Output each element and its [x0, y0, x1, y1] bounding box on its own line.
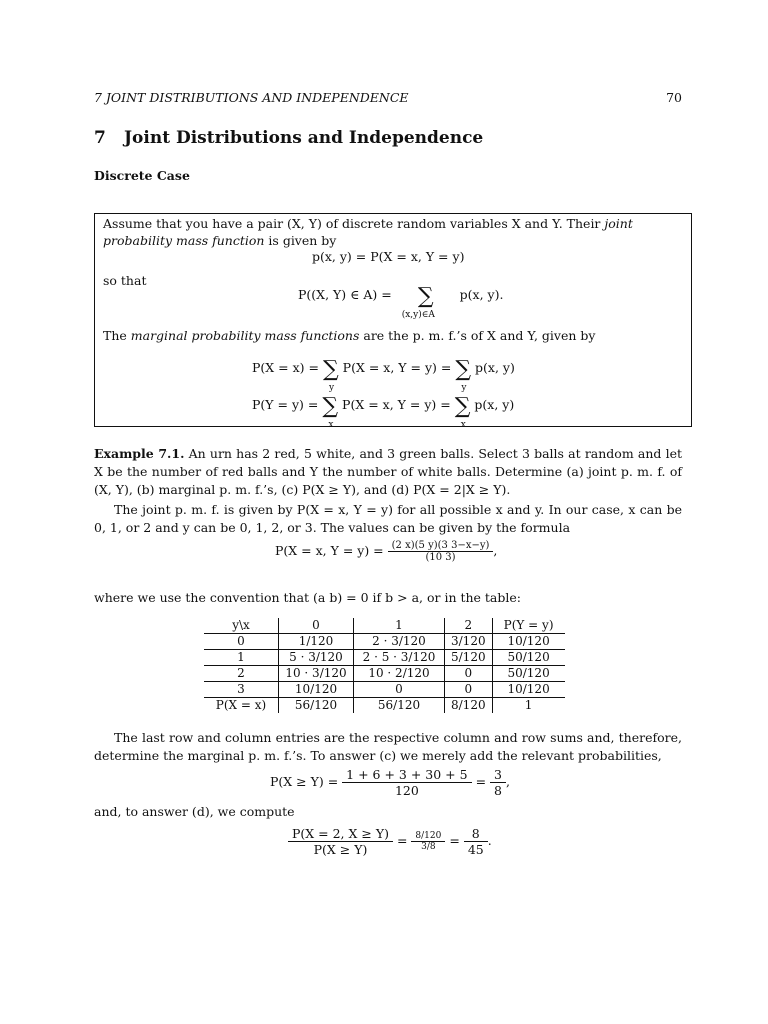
eq2-left: P((X, Y) ∈ A) = [298, 287, 392, 302]
eq3-left: P(X = x) = [252, 360, 319, 375]
table-cell: 10 · 3/120 [279, 666, 354, 682]
table-cell: 1/120 [279, 634, 354, 650]
table-cell: 0 [354, 682, 445, 698]
table-footer-cell: 56/120 [279, 698, 354, 714]
answer-d-equation [288, 826, 492, 857]
marginal-sums-paragraph: The last row and column entries are the respective column and row sums and, therefore, determine the marginal p. m. f.’s. To answer (c) we merely add the relevant probabilities, [94, 730, 682, 763]
sum-sub-x: x [328, 420, 334, 430]
table-cell: 0 [445, 666, 493, 682]
table-row [204, 682, 565, 698]
sum-subscript: (x,y)∈A [401, 310, 435, 320]
table-footer-cell: 8/120 [445, 698, 493, 714]
answer-c-equation [270, 767, 510, 798]
running-title: 7 JOINT DISTRIBUTIONS AND INDEPENDENCE [94, 90, 409, 105]
formula-left: P(X = x, Y = y) = [275, 543, 384, 558]
definition-box [94, 213, 692, 430]
eq-c-result-num: 3 [490, 767, 506, 783]
table-cell: 2 · 5 · 3/120 [354, 650, 445, 666]
answer-d-intro: and, to answer (d), we compute [94, 804, 295, 819]
section-title [94, 128, 483, 148]
convention-text: where we use the convention that (a b) = 0 if b > a, or in the table: [94, 590, 521, 605]
eq-c-fraction [342, 767, 471, 798]
table-cell: 10/120 [279, 682, 354, 698]
table-footer-cell: P(X = x) [204, 698, 279, 714]
eq4-mid: P(X = x, Y = y) = [342, 397, 451, 412]
marginal-x-equation [252, 357, 515, 393]
sum-symbol-y: ∑ y [322, 357, 339, 393]
eq-d-fraction [288, 826, 393, 857]
table-footer-row [204, 698, 565, 714]
sum-sub-y2: y [461, 383, 467, 393]
eq-d-result-num: 8 [464, 826, 488, 842]
sum-symbol: ∑ (x,y)∈A [401, 284, 435, 320]
table-cell: 10/120 [492, 682, 565, 698]
eq-c-numerator: 1 + 6 + 3 + 30 + 5 [342, 767, 471, 783]
table-cell: 50/120 [492, 666, 565, 682]
eq4-left: P(Y = y) = [252, 397, 319, 412]
eq-c-denominator: 120 [394, 783, 419, 798]
example-paragraph [94, 445, 682, 499]
probability-set-equation [298, 284, 504, 320]
eq-d-equals-2: = [449, 833, 460, 848]
table-cell: 0 [445, 682, 493, 698]
table-cell: 2 · 3/120 [354, 634, 445, 650]
formula-denominator: (10 3) [425, 552, 456, 563]
hypergeometric-formula [275, 540, 497, 563]
eq2-right: p(x, y). [459, 287, 504, 302]
eq-c-equals: = [475, 774, 487, 789]
joint-pmf-table [204, 618, 565, 713]
eq-d-middle-fraction [411, 831, 445, 852]
formula-end: , [493, 543, 498, 558]
eq-c-left: P(X ≥ Y) = [270, 774, 339, 789]
sum-symbol-x: ∑ x [322, 394, 339, 430]
page-number: 70 [666, 90, 682, 105]
table-cell: 5 · 3/120 [279, 650, 354, 666]
box-intro [103, 215, 688, 249]
marg-em: marginal probability mass functions [130, 328, 360, 343]
eq3-right: p(x, y) [475, 360, 515, 375]
table-cell: 1 [204, 650, 279, 666]
marg-a: The [103, 328, 131, 343]
table-footer-cell: 56/120 [354, 698, 445, 714]
sum-sub-y: y [328, 383, 335, 393]
eq-d-denominator: P(X ≥ Y) [313, 842, 368, 857]
table-header-cell: 1 [354, 618, 445, 634]
eq-d-result-den: 45 [467, 842, 484, 857]
example-text: An urn has 2 red, 5 white, and 3 green balls. Select 3 balls at random and let X be the number of red balls and Y the number of white balls. Determine (a) joint p. m. f. of (X, Y), (b) marginal p. m. f.’s, (c) P(X ≥ Y), and (d) P(X = 2|X ≥ Y). [94, 446, 682, 497]
eq-d-middle-den: 3/8 [421, 842, 436, 852]
table-cell: 0 [204, 634, 279, 650]
sum-symbol-x2: ∑ x [454, 394, 471, 430]
so-that-text: so that [103, 273, 147, 288]
sum-sub-x2: x [460, 420, 466, 430]
marg-b: are the p. m. f.’s of X and Y, given by [359, 328, 596, 343]
table-row [204, 650, 565, 666]
eq-d-equals-1: = [396, 833, 408, 848]
eq-c-end: , [505, 774, 510, 789]
table-cell: 5/120 [445, 650, 493, 666]
table-header-cell: 0 [279, 618, 354, 634]
table-cell: 50/120 [492, 650, 565, 666]
joint-pmf-equation: p(x, y) = P(X = x, Y = y) [312, 249, 465, 264]
eq4-right: p(x, y) [474, 397, 515, 412]
joint-pmf-paragraph: The joint p. m. f. is given by P(X = x, Y = y) for all possible x and y. In our case, x can be 0, 1, or 2 and y can be 0, 1, 2, or 3. The values can be given by the formula [94, 502, 682, 535]
table-cell: 2 [204, 666, 279, 682]
eq-d-middle-num: 8/120 [411, 831, 445, 842]
eq-c-result [490, 767, 506, 798]
eq-c-result-den: 8 [494, 783, 502, 798]
marginal-y-equation [252, 394, 515, 430]
eq-d-result [464, 826, 488, 857]
eq-d-end: . [487, 833, 492, 848]
sum-symbol-y2: ∑ y [455, 357, 472, 393]
table-row [204, 634, 565, 650]
formula-fraction [388, 540, 494, 563]
section-title-text: Joint Distributions and Independence [124, 128, 484, 148]
table-row [204, 666, 565, 682]
subsection-title: Discrete Case [94, 168, 190, 183]
section-number: 7 [94, 128, 106, 148]
table-cell: 10 · 2/120 [354, 666, 445, 682]
running-header [94, 90, 682, 105]
eq-d-numerator: P(X = 2, X ≥ Y) [288, 826, 393, 842]
example-label: Example 7.1. [94, 446, 185, 461]
box-intro-b: is given by [264, 233, 337, 248]
table-header-cell: y\x [204, 618, 279, 634]
box-intro-a: Assume that you have a pair (X, Y) of discrete random variables X and Y. Their [103, 216, 605, 231]
box-intro-em: joint probability mass function [103, 216, 633, 248]
table-cell: 3 [204, 682, 279, 698]
eq3-mid: P(X = x, Y = y) = [342, 360, 452, 375]
table-header-cell: 2 [445, 618, 493, 634]
table-header-row [204, 618, 565, 634]
table-footer-cell: 1 [524, 698, 533, 712]
table-header-cell: P(Y = y) [492, 618, 565, 634]
table-cell: 3/120 [445, 634, 493, 650]
table-cell: 10/120 [492, 634, 565, 650]
marginal-intro [103, 327, 595, 344]
formula-numerator: (2 x)(5 y)(3 3−x−y) [388, 540, 494, 552]
